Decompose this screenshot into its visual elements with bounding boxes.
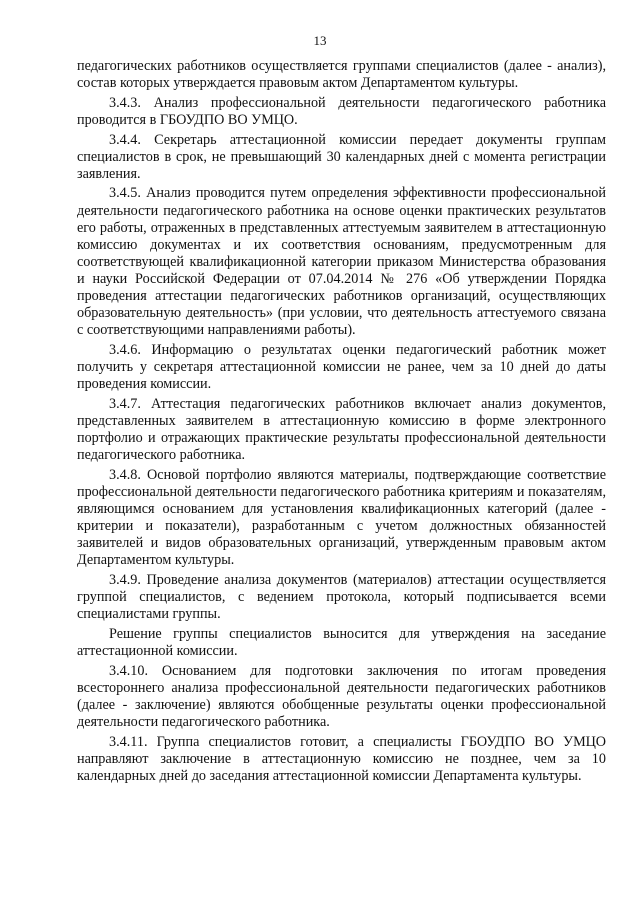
paragraph-3-4-6: 3.4.6. Информацию о результатах оценки педагогический работник может получить у секретаря аттестационной комиссии не ранее, чем за 10 дней до даты проведения комиссии. (77, 341, 606, 393)
paragraph-decision: Решение группы специалистов выносится для утверждения на заседание аттестационной комиссии. (77, 625, 606, 659)
paragraph-3-4-10: 3.4.10. Основанием для подготовки заключения по итогам проведения всестороннего анализа профессиональной деятельности педагогических работников (далее - заключение) являются обобщенные результаты оценки профессиональной деятельности педагогического работника. (77, 662, 606, 730)
paragraph-3-4-7: 3.4.7. Аттестация педагогических работников включает анализ документов, представленных заявителем в аттестационную комиссию в форме электронного портфолио и отражающих практические результаты профессиональной деятельности педагогического работника. (77, 395, 606, 464)
document-body (77, 58, 606, 787)
paragraph-3-4-8: 3.4.8. Основой портфолио являются материалы, подтверждающие соответствие профессиональной деятельности педагогического работника критериям и показателям, являющимся основанием для установления квалификационных категорий (далее - критерии и показатели), разработанным с учетом должностных обязанностей заявителей и видов образовательных организаций, утвержденным правовым актом Департаментом культуры. (77, 466, 606, 569)
paragraph-3-4-4: 3.4.4. Секретарь аттестационной комиссии передает документы группам специалистов в срок, не превышающий 30 календарных дней с момента регистрации заявления. (77, 131, 606, 182)
page-number: 13 (313, 33, 327, 48)
paragraph-continuation: педагогических работников осуществляется группами специалистов (далее - анализ), состав которых утверждается правовым актом Департаментом культуры. (77, 58, 606, 92)
paragraph-3-4-5: 3.4.5. Анализ проводится путем определения эффективности профессиональной деятельности педагогического работника на основе оценки практических результатов его работы, отраженных в представленных аттестуемым заявителем в аттестационную комиссию документах и их соответствия основаниям, предусмотренным для соответствующей квалификационной категории приказом Министерства образования и науки Российской Федерации от 07.04.2014 № 276 «Об утверждении Порядка проведения аттестации педагогических работников организаций, осуществляющих образовательную деятельность» (при условии, что деятельность аттестуемого связана с соответствующими направлениями работы). (77, 185, 606, 339)
paragraph-3-4-3: 3.4.3. Анализ профессиональной деятельности педагогического работника проводится в ГБОУДПО ВО УМЦО. (77, 94, 606, 128)
paragraph-3-4-9: 3.4.9. Проведение анализа документов (материалов) аттестации осуществляется группой специалистов, с ведением протокола, который подписывается всеми специалистами группы. (77, 571, 606, 623)
paragraph-3-4-11: 3.4.11. Группа специалистов готовит, а специалисты ГБОУДПО ВО УМЦО направляют заключение в аттестационную комиссию не позднее, чем за 10 календарных дней до заседания аттестационной комиссии Департамента культуры. (77, 733, 606, 784)
